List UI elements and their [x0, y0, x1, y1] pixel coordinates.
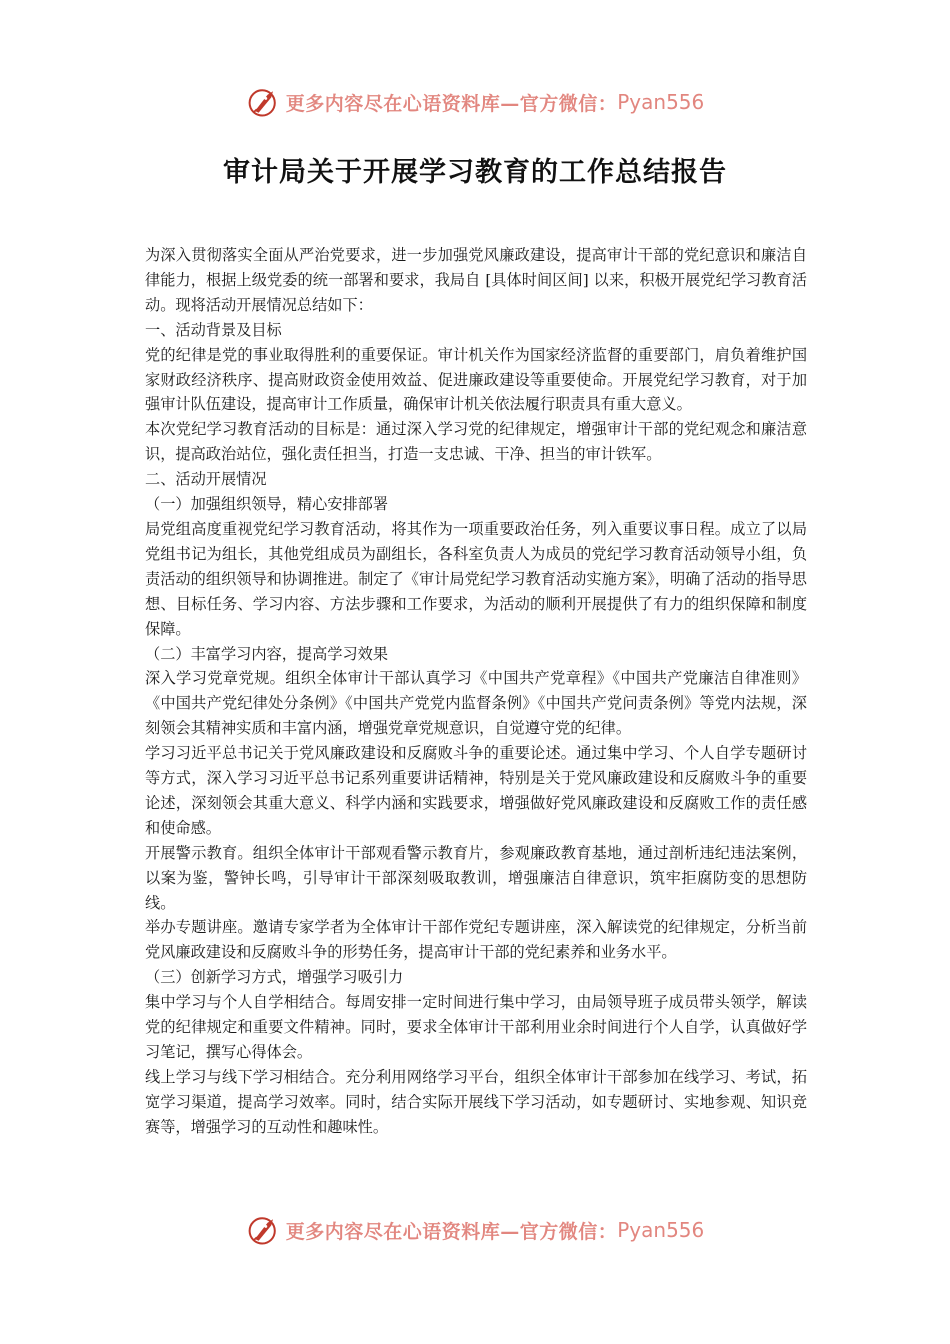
document-body [145, 243, 807, 1140]
pen-nib-logo-icon [246, 84, 282, 120]
banner-handle: Pyan556 [617, 90, 705, 114]
paragraph: 线上学习与线下学习相结合。充分利用网络学习平台，组织全体审计干部参加在线学习、考试，拓宽学习渠道，提高学习效率。同时，结合实际开展线下学习活动，如专题研讨、实地参观、知识竞赛等，增强学习的互动性和趣味性。 [145, 1067, 807, 1136]
document-title: 审计局关于开展学习教育的工作总结报告 [223, 157, 727, 188]
footer-banner [0, 1210, 950, 1250]
banner-text: 更多内容尽在心语资料库—官方微信： [285, 92, 618, 115]
paragraph: 局党组高度重视党纪学习教育活动，将其作为一项重要政治任务，列入重要议事日程。成立了以局党组书记为组长，其他党组成员为副组长，各科室负责人为成员的党纪学习教育活动领导小组，负责活动的组织领导和协调推进。制定了《审计局党纪学习教育活动实施方案》，明确了活动的指导思想、目标任务、学习内容、方法步骤和工作要求，为活动的顺利开展提供了有力的组织保障和制度保障。 [145, 519, 807, 638]
paragraph: 学习习近平总书记关于党风廉政建设和反腐败斗争的重要论述。通过集中学习、个人自学专题研讨等方式，深入学习习近平总书记系列重要讲话精神，特别是关于党风廉政建设和反腐败斗争的重要论述，深刻领会其重大意义、科学内涵和实践要求，增强做好党风廉政建设和反腐败工作的责任感和使命感。 [145, 744, 807, 837]
paragraph: 举办专题讲座。邀请专家学者为全体审计干部作党纪专题讲座，深入解读党的纪律规定，分析当前党风廉政建设和反腐败斗争的形势任务，提高审计干部的党纪素养和业务水平。 [145, 918, 807, 962]
subsection-heading: （三）创新学习方式，增强学习吸引力 [145, 968, 404, 987]
paragraph: 为深入贯彻落实全面从严治党要求，进一步加强党风廉政建设，提高审计干部的党纪意识和廉洁自律能力，根据上级党委的统一部署和要求，我局自 [具体时间区间] 以来，积极开展党纪学习教育活动。现将活动开展情况总结如下： [145, 246, 807, 314]
banner-text: 更多内容尽在心语资料库—官方微信： [285, 1220, 618, 1243]
subsection-heading: （二）丰富学习内容，提高学习效果 [145, 644, 388, 663]
paragraph: 党的纪律是党的事业取得胜利的重要保证。审计机关作为国家经济监督的重要部门，肩负着维护国家财政经济秩序、提高财政资金使用效益、促进廉政建设等重要使命。开展党纪学习教育，对于加强审计队伍建设，提高审计工作质量，确保审计机关依法履行职责具有重大意义。 [145, 345, 807, 414]
section-heading: 一、活动背景及目标 [145, 320, 282, 339]
paragraph: 集中学习与个人自学相结合。每周安排一定时间进行集中学习，由局领导班子成员带头领学，解读党的纪律规定和重要文件精神。同时，要求全体审计干部利用业余时间进行个人自学，认真做好学习笔记，撰写心得体会。 [145, 993, 807, 1061]
paragraph: 深入学习党章党规。组织全体审计干部认真学习《中国共产党章程》《中国共产党廉洁自律准则》《中国共产党纪律处分条例》《中国共产党党内监督条例》《中国共产党问责条例》等党内法规，深刻领会其精神实质和丰富内涵，增强党章党规意识，自觉遵守党的纪律。 [145, 669, 807, 738]
banner-handle: Pyan556 [617, 1218, 705, 1242]
pen-nib-logo-icon [246, 1212, 282, 1248]
header-banner [0, 82, 950, 122]
paragraph: 开展警示教育。组织全体审计干部观看警示教育片，参观廉政教育基地，通过剖析违纪违法案例，以案为鉴，警钟长鸣，引导审计干部深刻吸取教训，增强廉洁自律意识，筑牢拒腐防变的思想防线。 [145, 843, 807, 912]
section-heading: 二、活动开展情况 [145, 470, 267, 489]
paragraph: 本次党纪学习教育活动的目标是：通过深入学习党的纪律规定，增强审计干部的党纪观念和廉洁意识，提高政治站位，强化责任担当，打造一支忠诚、干净、担当的审计铁军。 [145, 420, 807, 464]
subsection-heading: （一）加强组织领导，精心安排部署 [145, 495, 388, 514]
